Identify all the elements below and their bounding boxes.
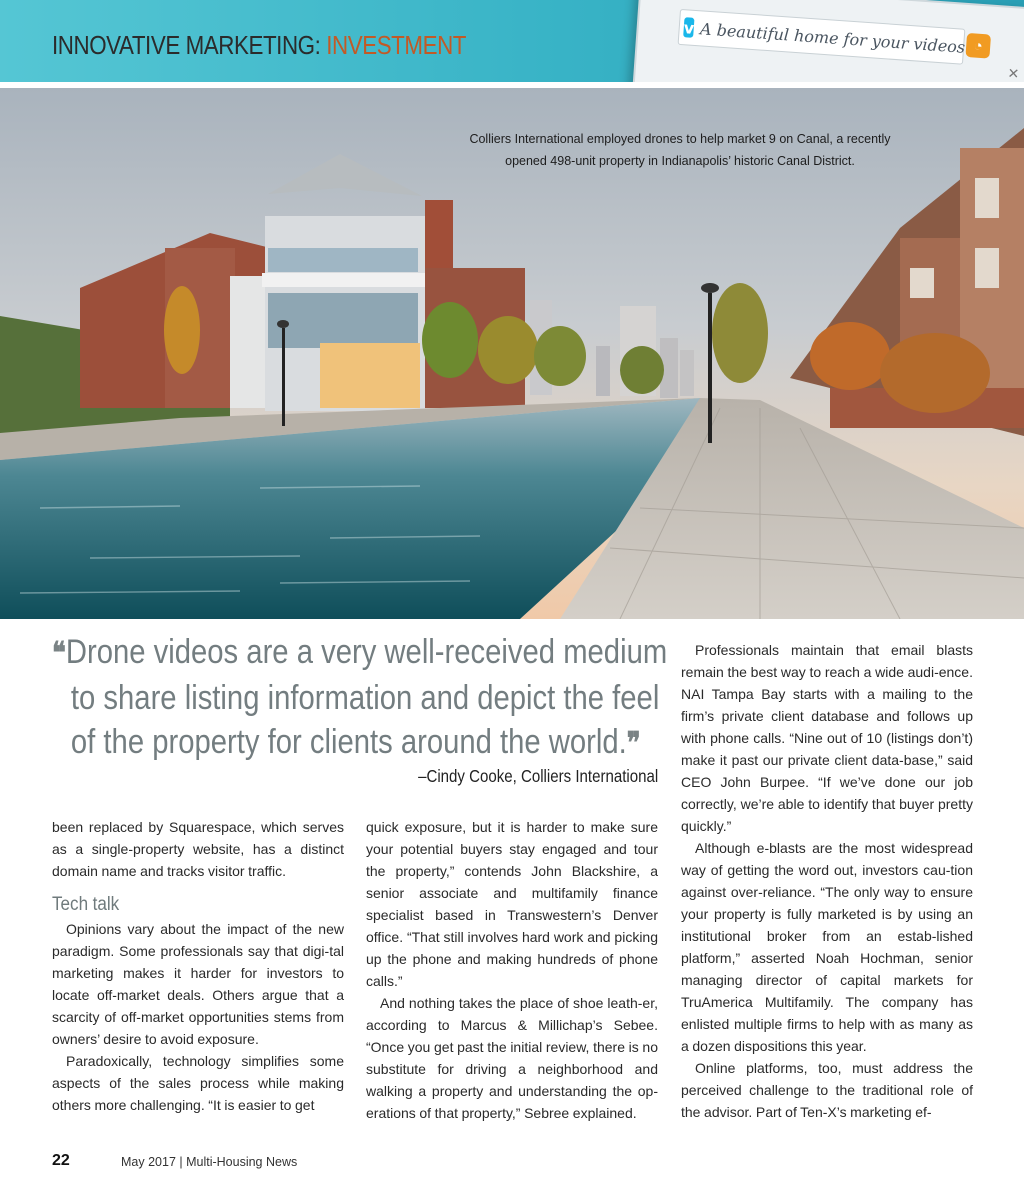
section-label: INNOVATIVE MARKETING: [52, 30, 321, 60]
paragraph: Paradoxically, technology simplifies some aspects of the sales process while making others more challenging. “It is easier to get [52, 1053, 344, 1113]
publication-info: May 2017 | Multi-Housing News [121, 1155, 298, 1169]
paragraph: quick exposure, but it is harder to make sure your potential buyers stay engaged and tour the property,” contends John Blackshire, a senior associate and multifamily finance specialist based in Transwestern’s Denver office. “That still involves hard work and picking up the phone and making hundreds of phone calls.” [366, 819, 658, 989]
close-icon: ✕ [1007, 64, 1020, 82]
browser-extension-icon: ◔ [965, 33, 991, 59]
pull-quote-text [52, 630, 673, 766]
caption-line: Colliers International employed drones to help market 9 on Canal, a recently [469, 132, 891, 146]
subheading: Tech talk [52, 894, 120, 915]
paragraph: Although e-blasts are the most widespread way of getting the word out, investors cau-tion against over-reliance. “The only way to ensure your property is fully marketed is by using an institutional broker from an estab-lished platform,” asserted Noah Hochman, senior managing director of capital markets for TruAmerica Multifamily. The company has enlisted multiple firms to help with as many as a dozen dispositions this year. [681, 840, 973, 1054]
body-column-2 [366, 816, 658, 1124]
body-column-1 [52, 816, 344, 1116]
browser-address-bar [678, 9, 966, 65]
browser-window-illustration [632, 0, 1024, 82]
section-title [52, 30, 466, 61]
paragraph: Professionals maintain that email blasts remain the best way to reach a wide audi-ence. NAI Tampa Bay starts with a mailing to the firm’s private client database and follows up with phone calls. “Nine out of 10 (listings don’t) make it past our private client data-base,” said CEO John Burpee. “If we’ve done our job correctly, we’re able to identify that buyer pretty quickly.” [681, 642, 973, 834]
pull-quote-body: Drone videos are a very well-received medium to share listing information and depict the feel of the property for clients around the world. [65, 633, 668, 761]
section-header-band [0, 0, 1024, 82]
body-column-3 [681, 639, 973, 1123]
paragraph: Opinions vary about the impact of the new paradigm. Some professionals say that digi-tal marketing makes it harder for investors to locate off-market deals. Others argue that a scarcity of off-market opportunities stems from owners’ desire to avoid exposure. [52, 921, 344, 1047]
pull-quote-attribution [52, 766, 658, 787]
pull-quote [52, 630, 668, 786]
page-number: 22 [52, 1152, 70, 1169]
vimeo-logo-icon: v [683, 17, 695, 38]
paragraph: And nothing takes the place of shoe leath-er, according to Marcus & Millichap’s Sebee. “Once you get past the initial review, there is no substitute for driving a neighborhood and walking a property and understanding the op-erations of that property,” Sebree explained. [366, 995, 658, 1121]
open-quote-icon: ❝ [52, 636, 66, 671]
close-quote-icon: ❞ [626, 726, 641, 761]
caption-line: opened 498-unit property in Indianapolis’ historic Canal District. [505, 154, 855, 168]
photo-caption [440, 128, 920, 172]
section-topic: INVESTMENT [326, 30, 467, 60]
paragraph: been replaced by Squarespace, which serves as a single-property website, has a distinct domain name and tracks visitor traffic. [52, 819, 344, 879]
browser-tab-title: A beautiful home for your videos [699, 18, 966, 57]
paragraph: Online platforms, too, must address the perceived challenge to the traditional role of the advisor. Part of Ten-X’s marketing ef- [681, 1060, 973, 1120]
attribution-text: –Cindy Cooke, Colliers International [417, 766, 658, 786]
